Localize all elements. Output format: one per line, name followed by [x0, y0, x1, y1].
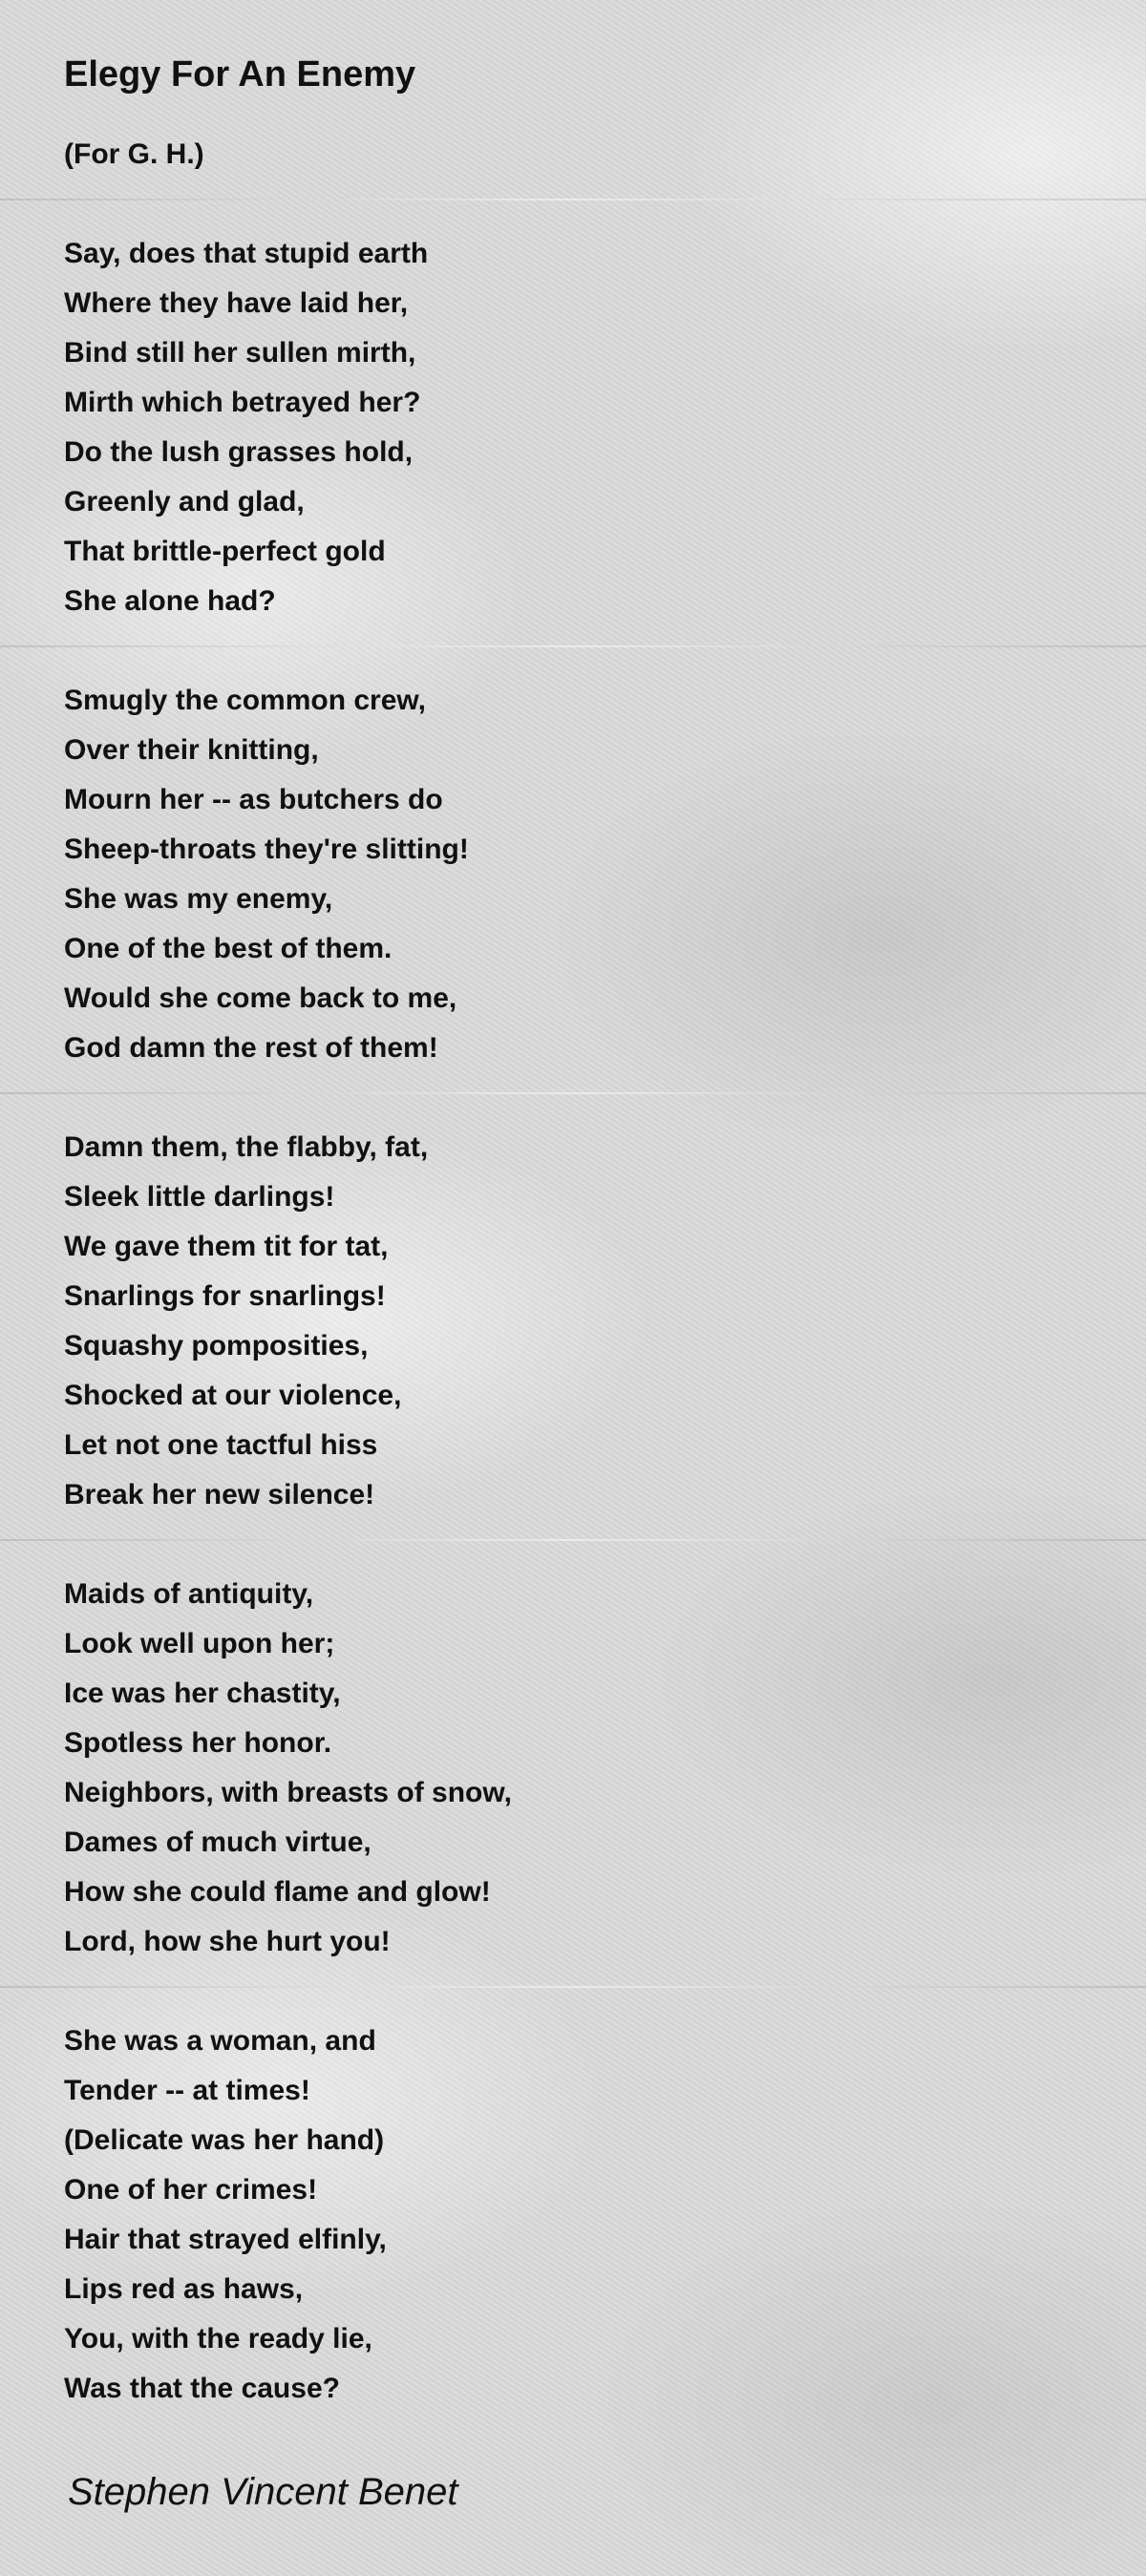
poem-line: Squashy pomposities,	[64, 1330, 369, 1362]
poem-line: Neighbors, with breasts of snow,	[64, 1777, 512, 1808]
poem-body	[64, 229, 1095, 2414]
poem-line: Greenly and glad,	[64, 486, 305, 517]
poem-line: Shocked at our violence,	[64, 1380, 402, 1411]
poem-author: Stephen Vincent Benet	[68, 2471, 458, 2513]
poem-line: Would she come back to me,	[64, 982, 457, 1014]
poem-line: Damn them, the flabby, fat,	[64, 1131, 429, 1163]
poem-line: You, with the ready lie,	[64, 2323, 372, 2354]
poem-line: We gave them tit for tat,	[64, 1231, 389, 1262]
poem-line: One of the best of them.	[64, 933, 393, 964]
poem-line: Ice was her chastity,	[64, 1678, 341, 1709]
poem-line: Look well upon her;	[64, 1628, 335, 1659]
poem-line: Lord, how she hurt you!	[64, 1926, 391, 1957]
poem-line: She alone had?	[64, 585, 276, 617]
stanza	[64, 1570, 1095, 1967]
poem-line: One of her crimes!	[64, 2174, 318, 2206]
stanza	[64, 1123, 1095, 1520]
stanza	[64, 229, 1095, 626]
poem-line: Do the lush grasses hold,	[64, 436, 414, 468]
poem-line: Hair that strayed elfinly,	[64, 2224, 387, 2255]
poem-line: Mourn her -- as butchers do	[64, 784, 443, 815]
poem-line: Lips red as haws,	[64, 2273, 304, 2305]
poem-line: Say, does that stupid earth	[64, 238, 429, 269]
stanza	[64, 676, 1095, 1073]
poem-line: Sleek little darlings!	[64, 1181, 335, 1213]
poem-dedication: (For G. H.)	[64, 138, 204, 170]
poem-line: Sheep-throats they're slitting!	[64, 834, 469, 865]
poem-line: Maids of antiquity,	[64, 1578, 314, 1610]
poem-line: Break her new silence!	[64, 1479, 375, 1510]
poem-line: Snarlings for snarlings!	[64, 1280, 386, 1312]
poem-line: Dames of much virtue,	[64, 1826, 371, 1858]
poem-line: Spotless her honor.	[64, 1727, 332, 1759]
poem-line: (Delicate was her hand)	[64, 2124, 385, 2156]
poem-line: That brittle-perfect gold	[64, 536, 386, 567]
poem-line: Where they have laid her,	[64, 287, 409, 319]
poem-line: Let not one tactful hiss	[64, 1429, 378, 1461]
poem-title: Elegy For An Enemy	[64, 54, 416, 95]
poem-line: Mirth which betrayed her?	[64, 387, 421, 418]
poem-line: How she could flame and glow!	[64, 1876, 491, 1908]
poem-line: Bind still her sullen mirth,	[64, 337, 416, 369]
poem-container	[64, 48, 1095, 2521]
poem-line: Smugly the common crew,	[64, 685, 426, 716]
poem-line: God damn the rest of them!	[64, 1032, 438, 1064]
poem-line: She was my enemy,	[64, 883, 333, 915]
poem-line: Over their knitting,	[64, 734, 319, 766]
stanza	[64, 2016, 1095, 2414]
poem-line: She was a woman, and	[64, 2025, 376, 2057]
poem-line: Was that the cause?	[64, 2373, 340, 2404]
poem-line: Tender -- at times!	[64, 2075, 310, 2106]
